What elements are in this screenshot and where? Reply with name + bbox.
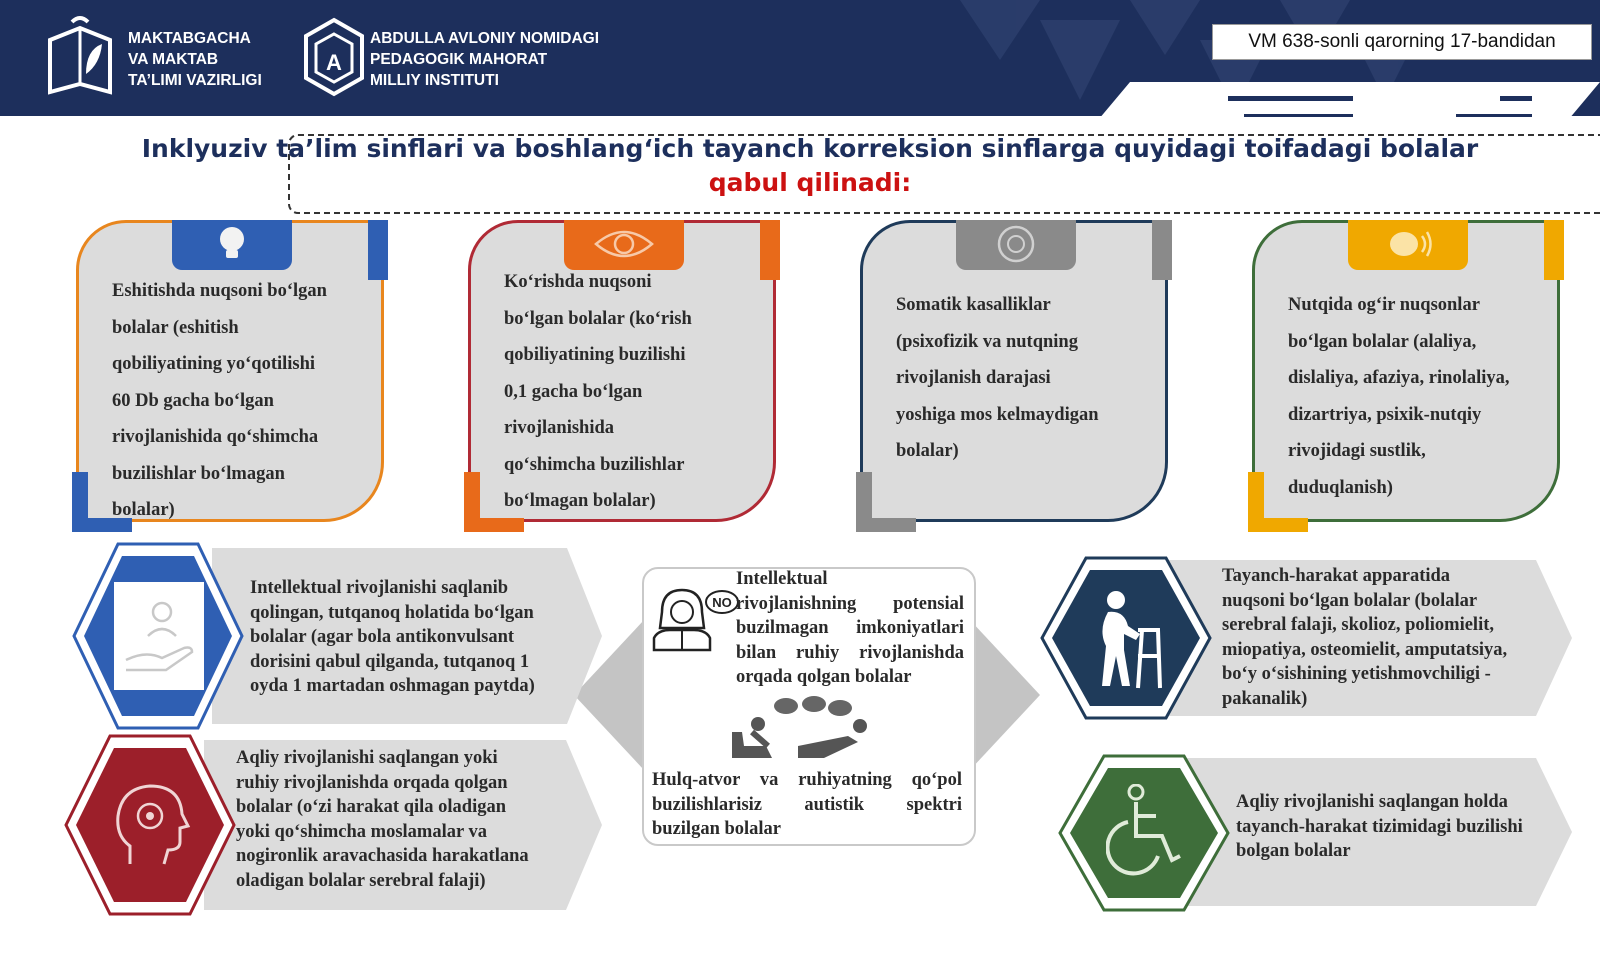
card-corner bbox=[1152, 220, 1172, 280]
card-text-line: 60 Db gacha bo‘lgan bbox=[112, 390, 274, 411]
page-title bbox=[140, 132, 1480, 200]
center-top-text bbox=[736, 567, 964, 690]
institute-line: PEDAGOGIK MAHORAT bbox=[370, 51, 548, 68]
card-text-line: (psixofizik va nutqning bbox=[896, 331, 1078, 352]
item-text bbox=[236, 746, 586, 893]
card-tab bbox=[564, 220, 684, 270]
item-text-line: dorisini qabul qilganda, tutqanoq 1 bbox=[250, 651, 530, 672]
category-card-speech bbox=[1248, 220, 1568, 532]
item-text-line: yoki qo‘shimcha moslamalar va bbox=[236, 821, 487, 842]
card-text-line: qo‘shimcha buzilishlar bbox=[504, 454, 685, 475]
card-corner bbox=[1544, 220, 1564, 280]
item-text-line: Aqliy rivojlanishi saqlangan holda bbox=[1236, 792, 1508, 812]
category-card-hearing bbox=[72, 220, 392, 532]
center-text-line: orqada qolgan bolalar bbox=[736, 667, 912, 687]
item-text-line: qolingan, tutqanoq holatida bo‘lgan bbox=[250, 602, 534, 623]
item-text-line: bolalar (agar bola antikonvulsant bbox=[250, 627, 515, 647]
card-text-line: duduqlanish) bbox=[1288, 477, 1393, 498]
card-corner bbox=[856, 518, 916, 532]
card-corner bbox=[1248, 518, 1308, 532]
card-text-line: dislaliya, afaziya, rinolaliya, bbox=[1288, 368, 1510, 388]
header-banner bbox=[0, 0, 1600, 116]
title-highlight: qabul qilinadi: bbox=[708, 168, 912, 197]
item-text-line: pakanalik) bbox=[1222, 688, 1308, 709]
card-text-line: bo‘lgan bolalar (alaliya, bbox=[1288, 331, 1477, 352]
card-text-line: Eshitishda nuqsoni bo‘lgan bbox=[112, 281, 327, 301]
center-text-line: buzilgan bolalar bbox=[652, 819, 782, 839]
card-text bbox=[504, 264, 774, 520]
center-text-line: buzilmagan imkoniyatlari bbox=[736, 618, 964, 638]
card-text bbox=[896, 287, 1166, 470]
card-text-line: yoshiga mos kelmaydigan bbox=[896, 404, 1099, 425]
center-text-line: Intellektual bbox=[736, 569, 828, 589]
center-text-line: buzilishlarisiz autistik spektri bbox=[652, 794, 962, 815]
item-text-line: tayanch-harakat tizimidagi buzilishi bbox=[1236, 816, 1523, 837]
card-text-line: bolalar (eshitish bbox=[112, 317, 239, 338]
card-text-line: rivojlanishida qo‘shimcha bbox=[112, 427, 319, 447]
category-card-vision bbox=[464, 220, 784, 532]
ministry-name bbox=[128, 28, 262, 91]
header-line bbox=[1228, 96, 1353, 101]
item-text-line: nogironlik aravachasida harakatlana bbox=[236, 846, 529, 866]
card-text-line: bolalar) bbox=[896, 441, 959, 461]
head-icon bbox=[996, 222, 1036, 266]
item-text-line: oyda 1 martadan oshmagan paytda) bbox=[250, 676, 535, 696]
card-text-line: qobiliyatining buzilishi bbox=[504, 345, 686, 365]
card-text-line: Nutqida og‘ir nuqsonlar bbox=[1288, 295, 1480, 315]
center-bottom-text bbox=[652, 768, 962, 842]
right-arrow-shape bbox=[970, 620, 1040, 770]
card-text bbox=[112, 273, 382, 529]
card-corner bbox=[368, 220, 388, 280]
eye-icon bbox=[594, 226, 654, 262]
elderly-walker-icon bbox=[1094, 590, 1164, 690]
institute-line: ABDULLA AVLONIY NOMIDAGI bbox=[370, 30, 600, 47]
card-text-line: bo‘lmagan bolalar) bbox=[504, 491, 656, 511]
category-card-somatic bbox=[856, 220, 1176, 532]
card-text-line: Ko‘rishda nuqsoni bbox=[504, 272, 652, 292]
card-text-line: qobiliyatining yo‘qotilishi bbox=[112, 354, 316, 374]
therapy-session-icon bbox=[728, 696, 878, 762]
card-text-line: bo‘lgan bolalar (ko‘rish bbox=[504, 308, 692, 329]
decree-badge: VM 638-sonli qarorning 17-bandidan bbox=[1212, 24, 1592, 60]
center-text-line: rivojlanishning potensial bbox=[736, 593, 964, 614]
card-text-line: 0,1 gacha bo‘lgan bbox=[504, 381, 643, 402]
item-text-line: nuqsoni bo‘lgan bolalar (bolalar bbox=[1222, 590, 1478, 611]
no-label: NO bbox=[712, 595, 732, 610]
item-text-line: miopatiya, osteomielit, amputatsiya, bbox=[1222, 639, 1508, 660]
institute-name bbox=[370, 28, 599, 91]
item-text bbox=[250, 576, 580, 699]
institute-line: MILLIY INSTITUTI bbox=[370, 72, 499, 89]
header-line bbox=[1456, 114, 1532, 117]
card-text-line: rivojlanishida bbox=[504, 418, 614, 438]
card-text bbox=[1288, 287, 1563, 506]
speech-icon bbox=[1384, 226, 1434, 262]
item-text-line: bo‘y o‘sishining yetishmovchiligi - bbox=[1222, 664, 1491, 684]
card-tab bbox=[172, 220, 292, 270]
card-corner bbox=[464, 518, 524, 532]
item-text-line: Intellektual rivojlanishi saqlanib bbox=[250, 578, 509, 598]
card-text-line: rivojidagi sustlik, bbox=[1288, 441, 1426, 461]
ministry-line: VA MAKTAB bbox=[128, 51, 219, 68]
institute-logo-letter: A bbox=[326, 50, 342, 75]
institute-logo-icon bbox=[302, 16, 366, 100]
item-text bbox=[1222, 564, 1562, 711]
title-line: Inklyuziv ta’lim sinflari va boshlang‘ich tayanch korreksion sinflarga quyidagi toifadagi bolalar bbox=[141, 134, 1479, 163]
header-line bbox=[1500, 96, 1532, 101]
hand-person-icon bbox=[122, 600, 202, 676]
ministry-line: TA’LIMI VAZIRLIGI bbox=[128, 72, 262, 89]
item-text-line: bolalar (o‘zi harakat qila oladigan bbox=[236, 797, 506, 817]
card-tab bbox=[1348, 220, 1468, 270]
card-text-line: rivojlanish darajasi bbox=[896, 368, 1051, 388]
book-leaf-logo-icon bbox=[46, 14, 114, 98]
item-text-line: Tayanch-harakat apparatida bbox=[1222, 566, 1451, 586]
item-text-line: serebral falaji, skolioz, poliomielit, bbox=[1222, 615, 1494, 635]
item-text-line: Aqliy rivojlanishi saqlangan yoki bbox=[236, 748, 498, 768]
header-line bbox=[1244, 114, 1353, 117]
card-text-line: Somatik kasalliklar bbox=[896, 295, 1051, 315]
card-text-line: buzilishlar bo‘lmagan bbox=[112, 463, 285, 484]
center-text-line: Hulq-atvor va ruhiyatning qo‘pol bbox=[652, 770, 962, 790]
lightbulb-icon bbox=[216, 224, 248, 264]
child-no-icon bbox=[650, 586, 740, 652]
card-text-line: bolalar) bbox=[112, 500, 175, 520]
ministry-line: MAKTABGACHA bbox=[128, 30, 251, 47]
brain-head-icon bbox=[110, 780, 192, 870]
item-text-line: bolgan bolalar bbox=[1236, 841, 1351, 861]
item-text-line: ruhiy rivojlanishda orqada qolgan bbox=[236, 772, 508, 793]
wheelchair-icon bbox=[1106, 784, 1182, 880]
card-text-line: dizartriya, psixik-nutqiy bbox=[1288, 404, 1482, 425]
center-text-line: bilan ruhiy rivojlanishda bbox=[736, 642, 964, 663]
item-text-line: oladigan bolalar serebral falaji) bbox=[236, 870, 486, 891]
card-tab bbox=[956, 220, 1076, 270]
item-text bbox=[1236, 790, 1566, 864]
